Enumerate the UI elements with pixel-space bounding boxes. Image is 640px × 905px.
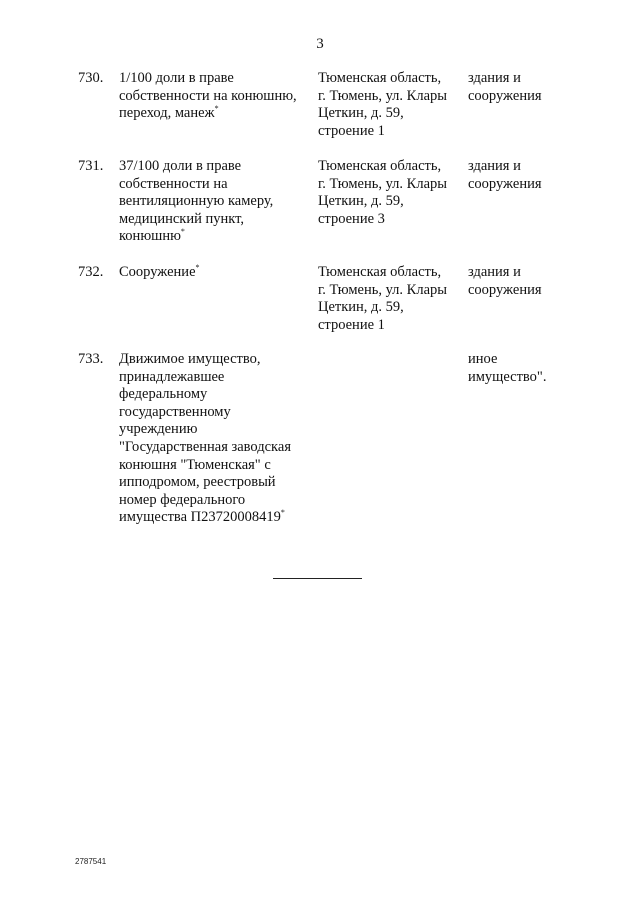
entry-description xyxy=(119,351,307,527)
footnote-mark: * xyxy=(214,104,219,114)
entry-category: здания и сооружения xyxy=(468,158,542,192)
entry-description-text: 37/100 доли в праве собственности на вентиляционную камеру, медицинский пункт, конюшню xyxy=(119,158,274,245)
entry-description-text: Сооружение xyxy=(119,264,196,280)
footnote-mark: * xyxy=(280,508,285,518)
footnote-mark: * xyxy=(180,227,185,237)
entry-description-text: 1/100 доли в праве собственности на конюшню, переход, манеж xyxy=(119,70,297,122)
entry-number: 732. xyxy=(78,264,104,280)
entry-category: здания и сооружения xyxy=(468,70,542,104)
entry-address: Тюменская область, г. Тюмень, ул. Клары Цеткин, д. 59, строение 3 xyxy=(318,158,448,227)
entry-number: 730. xyxy=(78,70,104,86)
entry-description-text: Движимое имущество, принадлежавшее федеральному государственному учреждению "Государственная заводская конюшня "Тюменская" с ипподромом, реестровый номер федерального имущества П23720008419 xyxy=(119,351,291,526)
entry-number: 733. xyxy=(78,351,104,367)
entry-description xyxy=(119,70,307,123)
entry-category: здания и сооружения xyxy=(468,264,542,298)
entry-address: Тюменская область, г. Тюмень, ул. Клары Цеткин, д. 59, строение 1 xyxy=(318,264,448,333)
page-number: 3 xyxy=(316,36,324,52)
entry-category: иное имущество". xyxy=(468,351,547,385)
entry-description xyxy=(119,158,307,246)
closing-divider xyxy=(273,578,362,579)
footnote-mark: * xyxy=(195,263,200,272)
document-code: 2787541 xyxy=(75,857,107,866)
entry-description xyxy=(119,264,307,282)
entry-number: 731. xyxy=(78,158,104,174)
entry-address: Тюменская область, г. Тюмень, ул. Клары Цеткин, д. 59, строение 1 xyxy=(318,70,448,139)
